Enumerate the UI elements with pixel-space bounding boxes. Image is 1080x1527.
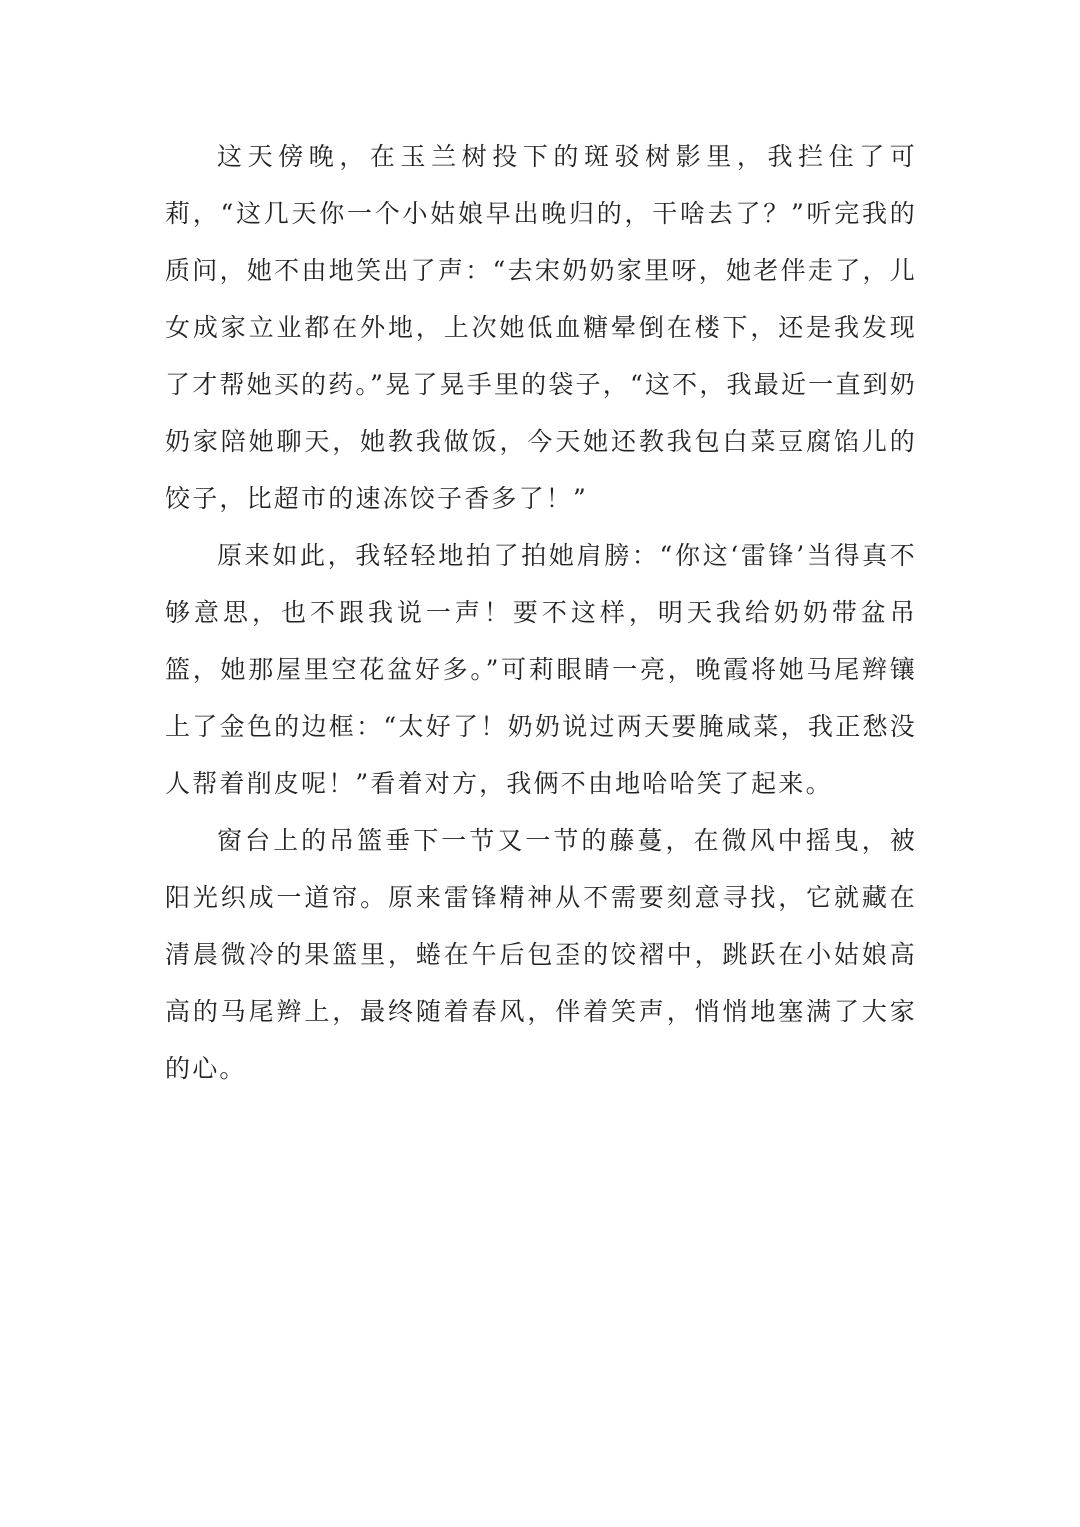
- paragraph-1: 这天傍晚，在玉兰树投下的斑驳树影里，我拦住了可莉，“这几天你一个小姑娘早出晚归的，干啥去了？”听完我的质问，她不由地笑出了声：“去宋奶奶家里呀，她老伴走了，儿女成家立业都在外地，上次她低血糖晕倒在楼下，还是我发现了才帮她买的药。”晃了晃手里的袋子，“这不，我最近一直到奶奶家陪她聊天，她教我做饭，今天她还教我包白菜豆腐馅儿的饺子，比超市的速冻饺子香多了！”: [165, 142, 917, 513]
- paragraph-2: 原来如此，我轻轻地拍了拍她肩膀：“你这‘雷锋’当得真不够意思，也不跟我说一声！要不这样，明天我给奶奶带盆吊篮，她那屋里空花盆好多。”可莉眼睛一亮，晚霞将她马尾辫镶上了金色的边框：“太好了！奶奶说过两天要腌咸菜，我正愁没人帮着削皮呢！”看着对方，我俩不由地哈哈笑了起来。: [165, 541, 917, 798]
- paragraph-3: 窗台上的吊篮垂下一节又一节的藤蔓，在微风中摇曳，被阳光织成一道帘。原来雷锋精神从不需要刻意寻找，它就藏在清晨微冷的果篮里，蜷在午后包歪的饺褶中，跳跃在小姑娘高高的马尾辫上，最终随着春风，伴着笑声，悄悄地塞满了大家的心。: [165, 826, 917, 1083]
- document-body: [165, 128, 917, 1097]
